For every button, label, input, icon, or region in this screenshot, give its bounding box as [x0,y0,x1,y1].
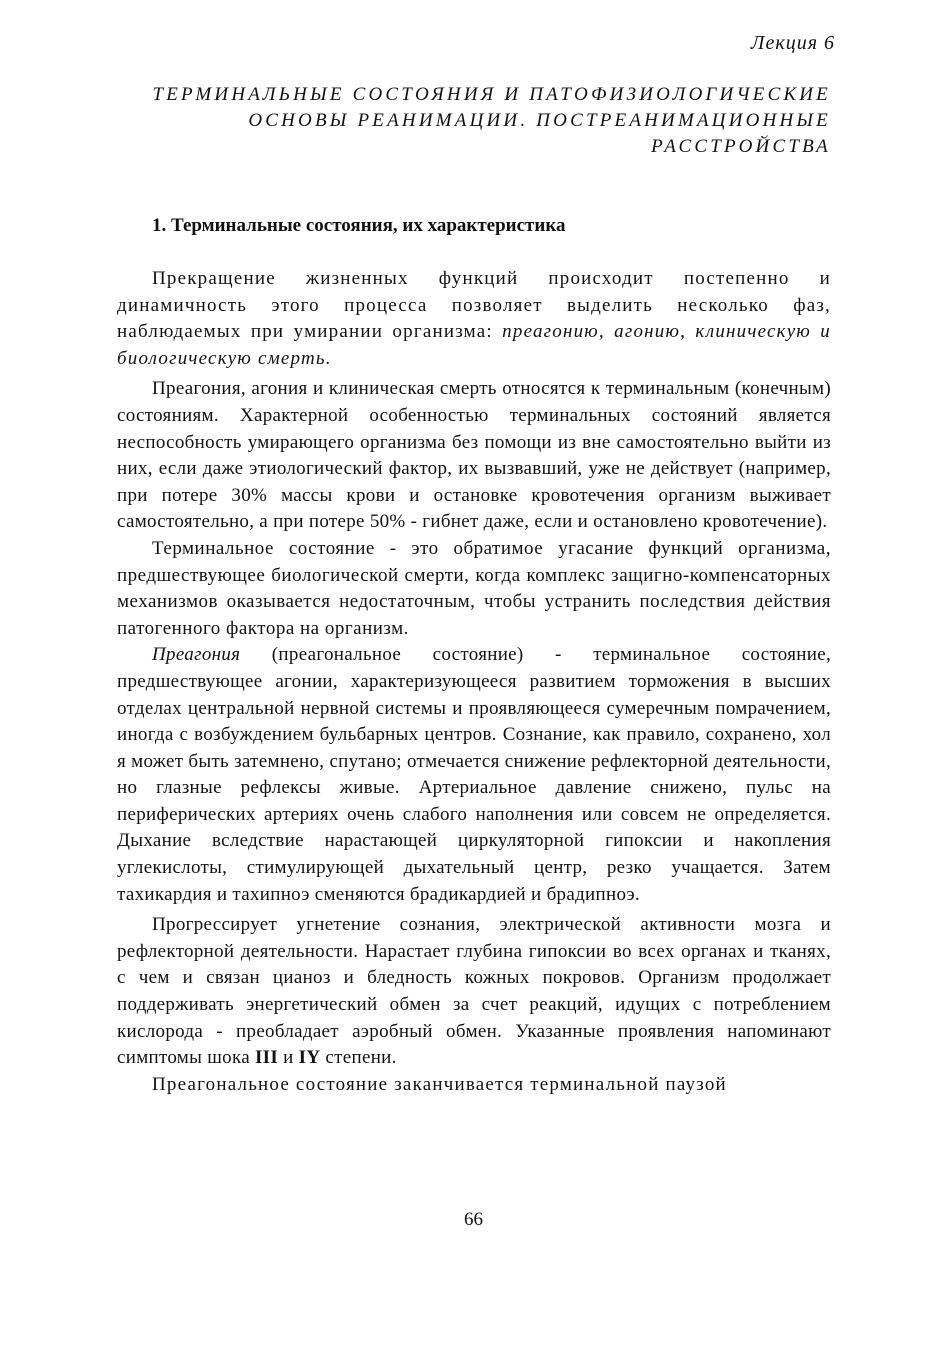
paragraph-5 [117,912,831,1072]
section-heading: 1. Терминальные состояния, их характеристика [152,215,566,236]
paragraph-5-bold-2: IY [298,1047,321,1069]
body-text [117,266,831,1098]
running-head: Лекция 6 [750,32,835,54]
paragraph-6: Преагональное состояние заканчивается терминальной паузой [152,1073,727,1095]
paragraph-4-emphasis: Преагония [152,644,241,666]
paragraph-5-text: Прогрессирует угнетение сознания, электрической активности мозга и рефлекторной деятельности. Нарастает глубина гипоксии во всех органах и тканях, с чем и связан цианоз и бледность кожных покровов. Организм продолжает поддерживать энергетический обмен за счет реакций, идущих с потреблением кислорода - преобладает аэробный обмен. Указанные проявления напоминают симптомы шока [117,914,831,1069]
lecture-title [91,82,831,160]
paragraph-4 [117,642,831,908]
page-number: 66 [464,1209,483,1230]
paragraph-1-emphasis: преагонию, агонию, клиническую и биологическую смерть. [117,321,831,369]
paragraph-5-end: степени. [320,1047,397,1069]
title-line-2: ОСНОВЫ РЕАНИМАЦИИ. ПОСТРЕАНИМАЦИОННЫЕ [248,110,831,131]
paragraph-5-bold-1: III [254,1047,279,1069]
title-line-3: РАССТРОЙСТВА [651,136,831,157]
paragraph-5-mid: и [278,1047,299,1069]
paragraph-4-text: (преагональное состояние) - терминальное состояние, предшествующее агонии, характеризующееся развитием торможения в высших отделах центральной нервной системы и проявляющееся сумеречным помрачением, иногда с возбуждением бульбарных центров. Сознание, как правило, сохранено, хол я может быть затемнено, спутано; отмечается снижение рефлекторной деятельности, но глазные рефлексы живые. Артериальное давление снижено, пульс на периферических артериях очень слабого наполнения или совсем не определяется. Дыхание вследствие нарастающей циркуляторной гипоксии и накопления углекислоты, стимулирующей дыхательный центр, резко учащается. Затем тахикардия и тахипноэ сменяются брадикардией и брадипноэ. [117,644,831,905]
paragraph-1-text: Прекращение жизненных функций происходит постепенно и динамичность этого процесса позволяет выделить несколько фаз, наблюдаемых при умирании организма: [117,268,831,343]
paragraph-3: Терминальное состояние - это обратимое угасание функций организма, предшествующее биологической смерти, когда комплекс защигно-компенсаторных механизмов оказывается недостаточным, чтобы устранить последствия действия патогенного фактора на организм. [117,537,831,639]
paragraph-2: Преагония, агония и клиническая смерть относятся к терминальным (конечным) состояниям. Характерной особенностью терминальных состояний является неспособность умирающего организма без помощи из вне самостоятельно выйти из них, если даже этиологический фактор, их вызвавший, уже не действует (например, при потере 30% массы крови и остановке кровотечения организм выживает самостоятельно, а при потере 50% - гибнет даже, если и остановлено кровотечение). [117,378,831,533]
paragraph-1 [117,266,831,372]
title-line-1: ТЕРМИНАЛЬНЫЕ СОСТОЯНИЯ И ПАТОФИЗИОЛОГИЧЕСКИЕ [152,84,831,105]
